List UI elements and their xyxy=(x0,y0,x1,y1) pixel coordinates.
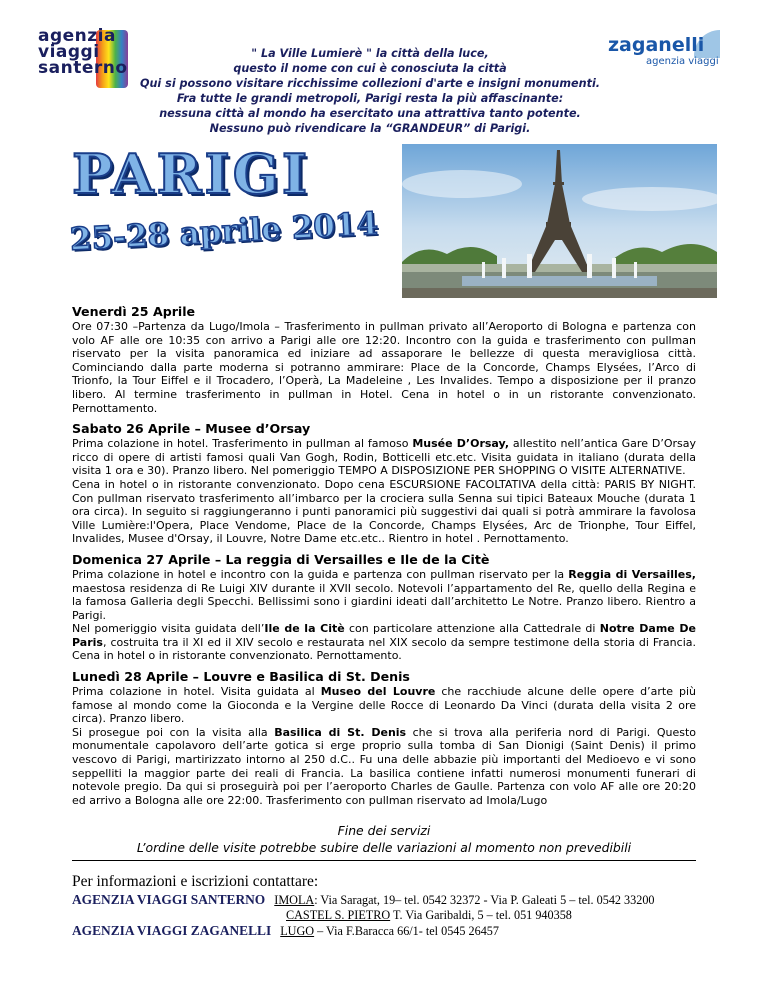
imola-address: : Via Saragat, 19– tel. 0542 32372 - Via P. Galeati 5 – tel. 0542 33200 xyxy=(314,893,655,907)
day-heading: Lunedì 28 Aprile – Louvre e Basilica di St. Denis xyxy=(72,669,410,685)
quote-line: " La Ville Lumierè " la città della luce, xyxy=(251,47,489,60)
eiffel-tower-photo xyxy=(402,144,717,298)
day-paragraph: Prima colazione in hotel. Trasferimento in pullman al famoso Musée D’Orsay, allestito nell’antica Gare D’Orsay ricco di opere di artisti famosi quali Van Gogh, Rodin, Botticelli etc.etc. Visita guidata in italiano (durata della visita 1 ora e 30). Pranzo libero. Nel pomeriggio TEMPO A DISPOSIZIONE PER SHOPPING O VISITE ALTERNATIVE. xyxy=(72,437,696,478)
day-heading: Sabato 26 Aprile – Musee d’Orsay xyxy=(72,421,311,437)
day-paragraph: Ore 07:30 –Partenza da Lugo/Imola – Trasferimento in pullman privato all’Aeroporto di Bologna e partenza con volo AF alle ore 10:35 con arrivo a Parigi alle ore 12:20. Incontro con la guida e trasferimento con pullman riservato per la visita panoramica ed iniziare ad assaporare le bellezze di questa meravigliosa città. Cominciando dalla parte moderna si potranno ammirare: Place de la Concorde, Champs Elysées, l’Arco di Trionfo, la Tour Eiffel e il Trocadero, l’Operà, La Madeleine , Les Invalides. Tempo a disposizione per il pranzo libero. Al termine trasferimento in pullman in Hotel. Cena in hotel o in un ristorante convenzionato. Pernottamento. xyxy=(72,320,696,415)
day-paragraph: Nel pomeriggio visita guidata dell’Ile de la Citè con particolare attenzione alla Cattedrale di Notre Dame De Paris, costruita tra il XI ed il XIV secolo e restaurata nel XIX secolo da sempre testimone della storia di Francia. Cena in hotel o in ristorante convenzionato. Pernottamento. xyxy=(72,622,696,663)
logo-word-viaggi: viaggi xyxy=(38,42,100,62)
day-section xyxy=(72,304,696,415)
quote-line: questo il nome con cui è conosciuta la città xyxy=(233,62,507,75)
closing-notes xyxy=(72,822,696,856)
day-paragraph: Si prosegue poi con la visita alla Basilica di St. Denis che si trova alla periferia nord di Parigi. Questo monumentale capolavoro dell’arte gotica si erge proprio sulla tomba di San Dionigi (Saint Denis) il primo vescovo di Parigi, martirizzato intorno al 250 d.C.. Fu una delle abbazie più importanti del Medioevo e vi sono seppelliti la maggior parte dei reali di Francia. La basilica contiene infatti numerosi monumenti funerari di notevole pregio. Da qui si proseguirà poi per l’aeroporto Charles de Gaulle. Partenza con volo AF alle ore 20:20 ed arrivo a Bologna alle ore 22:00. Trasferimento con pullman riservato ad Imola/Lugo xyxy=(72,725,696,807)
castel-city: CASTEL S. PIETRO xyxy=(286,908,391,922)
santerno-contact-row xyxy=(72,892,712,908)
itinerary xyxy=(72,304,696,807)
castel-address: T. Via Garibaldi, 5 – tel. 051 940358 xyxy=(390,908,572,922)
itinerary-disclaimer: L’ordine delle visite potrebbe subire delle variazioni al momento non prevedibili xyxy=(136,840,632,855)
logo-word-santerno: santerno xyxy=(38,58,128,78)
day-section xyxy=(72,669,696,807)
lugo-city: LUGO xyxy=(280,924,315,938)
day-heading: Venerdì 25 Aprile xyxy=(72,304,196,319)
fine-dei-servizi: Fine dei servizi xyxy=(337,823,431,838)
zaganelli-logo xyxy=(608,30,720,72)
contact-heading: Per informazioni e iscrizioni contattare: xyxy=(72,873,319,890)
day-heading: Domenica 27 Aprile – La reggia di Versailles e Ile de la Citè xyxy=(72,551,490,567)
logo-word-agenzia: agenzia xyxy=(38,26,116,46)
trip-dates: 25-28 aprile 2014 xyxy=(69,205,379,258)
quote-line: Qui si possono visitare ricchissime collezioni d'arte e insigni monumenti. xyxy=(139,77,601,90)
zaganelli-logo-name: zaganelli xyxy=(608,34,705,56)
quote-line: Fra tutte le grandi metropoli, Parigi resta la più affascinante: xyxy=(176,92,564,105)
castel-contact-row xyxy=(72,908,712,923)
intro-quote xyxy=(130,46,610,136)
eiffel-tower-illustration xyxy=(402,144,717,298)
zaganelli-logo-subtitle: agenzia viaggi xyxy=(646,56,719,67)
day-section xyxy=(72,552,696,663)
zaganelli-agency-name: AGENZIA VIAGGI ZAGANELLI xyxy=(72,923,272,938)
quote-line: Nessuno può rivendicare la “GRANDEUR” di Parigi. xyxy=(209,122,531,135)
day-paragraph: Cena in hotel o in ristorante convenzionato. Dopo cena ESCURSIONE FACOLTATIVA della città: PARIS BY NIGHT. Con pullman riservato trasferimento all’imbarco per la crociera sulla Senna sui tipici Bateaux Mouche (durata 1 ora circa). In seguito si raggiungeranno i punti panoramici più suggestivi dai quali si potrà ammirare la favolosa Ville Lumière:l'Opera, Place Vendome, Place de la Concorde, Champs Elysées, Arc de Trionphe, Tour Eiffel, Invalides, Musee d'Orsay, il Louvre, Notre Dame etc.etc.. Rientro in hotel . Pernottamento. xyxy=(72,477,696,546)
lugo-address: – Via F.Baracca 66/1- tel 0545 26457 xyxy=(314,924,499,938)
day-paragraph: Prima colazione in hotel e incontro con la guida e partenza con pullman riservato per la Reggia di Versailles, maestosa residenza di Re Luigi XIV durante il XVII secolo. Notevoli l’appartamento del Re, quello della Regina e la famosa Galleria degli Specchi. Bellissimi sono i giardini ideati dall’architetto Le Notre. Pranzo libero. Rientro a Parigi. xyxy=(72,567,696,622)
day-paragraph: Prima colazione in hotel. Visita guidata al Museo del Louvre che racchiude alcune delle opere d’arte più famose al mondo come la Gioconda e la Vergine delle Rocce di Leonardo Da Vinci (durata della visita 2 ore circa). Pranzo libero. xyxy=(72,685,697,726)
contact-footer xyxy=(72,872,712,939)
agenzia-santerno-logo xyxy=(38,28,130,90)
quote-line: nessuna città al mondo ha esercitato una attrattiva tanto potente. xyxy=(159,107,581,120)
page-title: PARIGI xyxy=(72,142,311,206)
zaganelli-contact-row xyxy=(72,923,712,939)
day-section xyxy=(72,421,696,546)
imola-city: IMOLA xyxy=(274,893,315,907)
santerno-agency-name: AGENZIA VIAGGI SANTERNO xyxy=(72,892,266,907)
divider xyxy=(72,860,696,861)
